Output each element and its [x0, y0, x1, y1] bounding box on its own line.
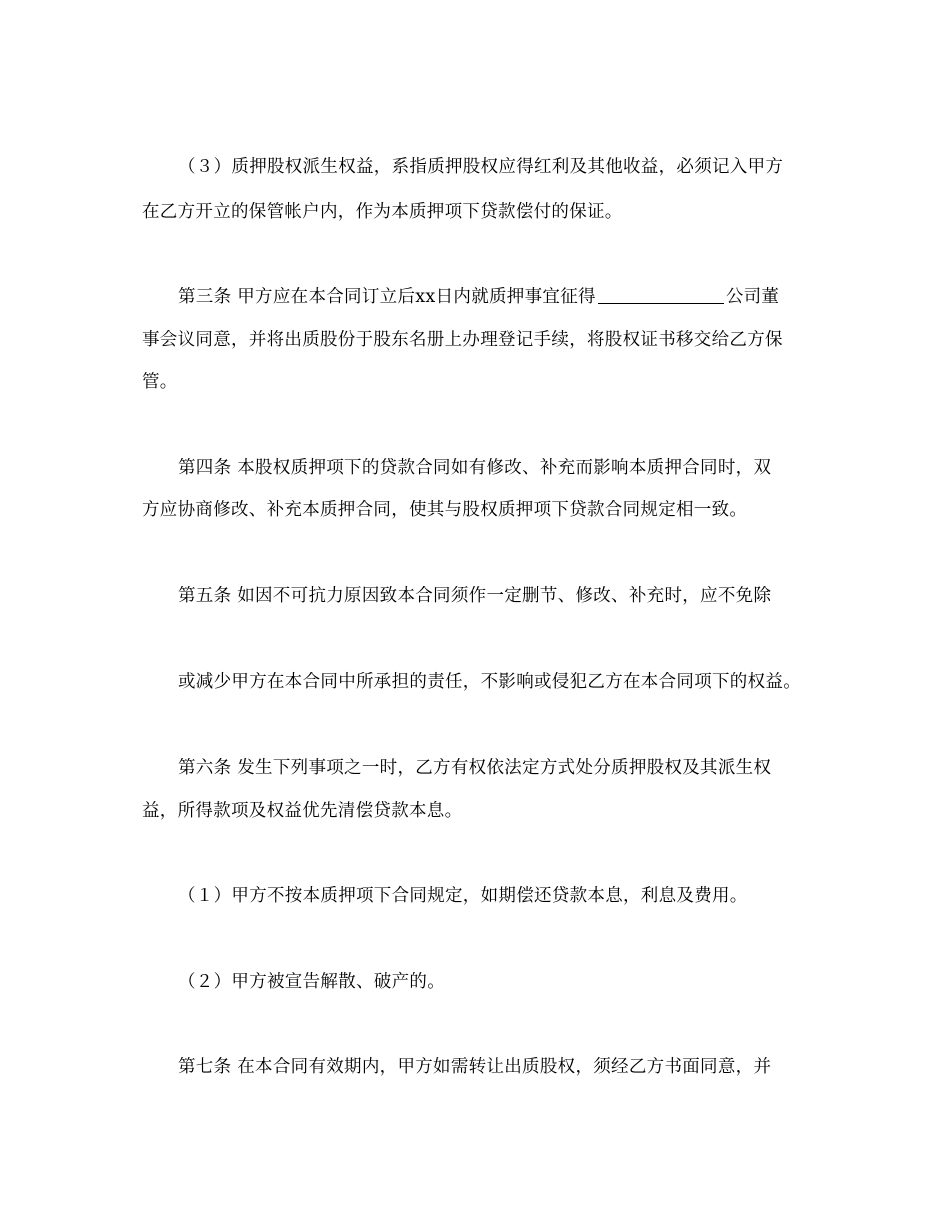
para-3-3-line-2: 在乙方开立的保管帐户内，作为本质押项下贷款偿付的保证。 [142, 202, 623, 222]
article-4-line-1: 第四条 本股权质押项下的贷款合同如有修改、补充而影响本质押合同时，双 [178, 458, 772, 478]
fill-in-blank [598, 287, 724, 304]
article-4-line-2: 方应协商修改、补充本质押合同，使其与股权质押项下贷款合同规定相一致。 [142, 500, 748, 520]
article-3-text-after-blank: 公司董 [725, 287, 780, 307]
item-6-1: （１）甲方不按本质押项下合同规定，如期偿还贷款本息，利息及费用。 [178, 886, 748, 906]
article-3-text-before-blank: 第三条 甲方应在本合同订立后xx日内就质押事宜征得 [178, 287, 596, 307]
article-3-line-3: 管。 [142, 372, 178, 392]
article-5-line-1: 第五条 如因不可抗力原因致本合同须作一定删节、修改、补充时，应不免除 [178, 586, 772, 606]
article-6-line-1: 第六条 发生下列事项之一时，乙方有权依法定方式处分质押股权及其派生权 [178, 758, 772, 778]
article-3-line-1 [178, 285, 779, 309]
article-3-line-2: 事会议同意，并将出质股份于股东名册上办理登记手续，将股权证书移交给乙方保 [142, 330, 783, 350]
article-6-line-2: 益，所得款项及权益优先清偿贷款本息。 [142, 801, 463, 821]
article-7-line-1: 第七条 在本合同有效期内，甲方如需转让出质股权，须经乙方书面同意，并 [178, 1057, 772, 1077]
para-3-3-line-1: （３）质押股权派生权益，系指质押股权应得红利及其他收益，必须记入甲方 [178, 157, 784, 177]
article-5-line-2: 或减少甲方在本合同中所承担的责任，不影响或侵犯乙方在本合同项下的权益。 [178, 672, 801, 692]
item-6-2: （２）甲方被宣告解散、破产的。 [178, 972, 445, 992]
